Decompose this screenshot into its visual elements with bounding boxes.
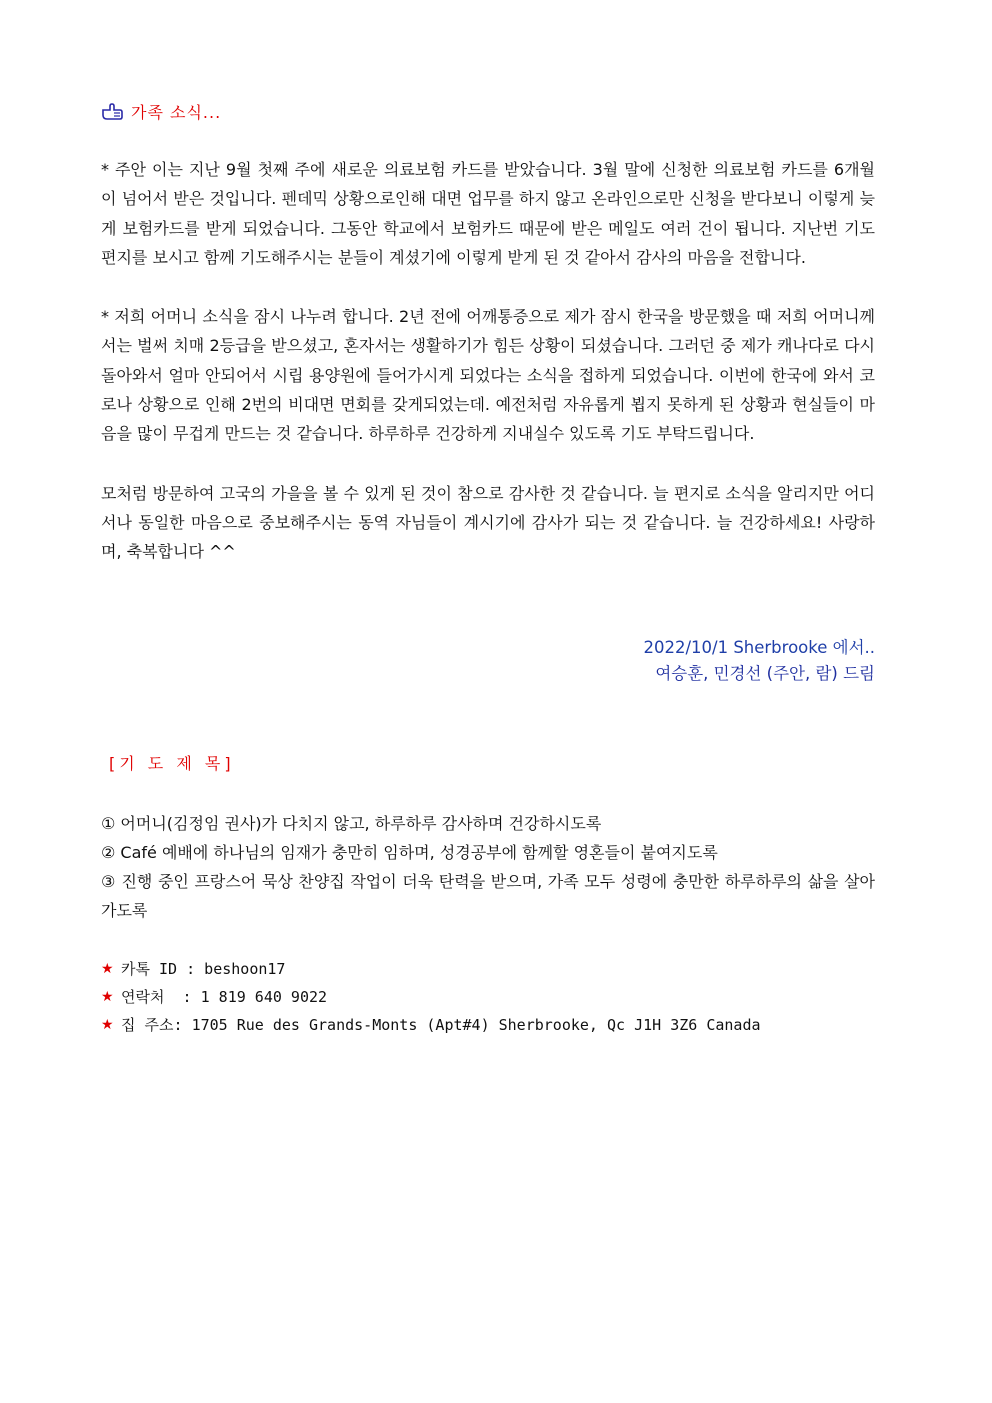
star-icon: ★ (101, 988, 114, 1005)
prayer-item-1: ① 어머니(김정임 권사)가 다치지 않고, 하루하루 감사하며 건강하시도록 (101, 813, 602, 833)
contact-value: 1 819 640 9022 (200, 987, 328, 1006)
prayer-list (101, 809, 875, 925)
family-news-heading (101, 96, 875, 126)
contact-separator (183, 1011, 192, 1039)
pointing-hand-icon (101, 102, 123, 120)
prayer-item-2: ② Café 예배에 하나님의 임재가 충만히 임하며, 성경공부에 함께할 영혼들이 붙여지도록 (101, 842, 718, 862)
contact-info (101, 955, 875, 1039)
prayer-heading: [기 도 제 목] (109, 753, 235, 773)
news-paragraph-1: * 주안 이는 지난 9월 첫째 주에 새로운 의료보험 카드를 받았습니다. 3월 말에 신청한 의료보험 카드를 6개월이 넘어서 받은 것입니다. 펜데믹 상황으로인해 대면 업무를 하지 않고 온라인으로만 신청을 받다보니 이렇게 늦게 보험카드를 받게 되었습니다. 그동안 학교에서 보험카드 때문에 받은 메일도 여러 건이 됩니다. 지난번 기도편지를 보시고 함께 기도해주시는 분들이 계셨기에 이렇게 받게 된 것 같아서 감사의 마음을 전합니다. (101, 160, 875, 267)
contact-label: 연락처 (121, 987, 165, 1006)
contact-value: 1705 Rue des Grands-Monts (Apt#4) Sherbrooke, Qc J1H 3Z6 Canada (191, 1015, 761, 1034)
signature (101, 635, 875, 687)
signature-date-place: 2022/10/1 Sherbrooke 에서.. (643, 637, 875, 657)
signature-names: 여승훈, 민경선 (주안, 람) 드림 (655, 663, 875, 683)
contact-phone (101, 983, 875, 1011)
news-paragraph-3: 모처럼 방문하여 고국의 가을을 볼 수 있게 된 것이 참으로 감사한 것 같습니다. 늘 편지로 소식을 알리지만 어디서나 동일한 마음으로 중보해주시는 동역 자님들이 계시기에 감사가 되는 것 같습니다. 늘 건강하세요! 사랑하며, 축복합니다 ^^ (101, 483, 875, 562)
contact-label: 카톡 ID (121, 959, 178, 978)
star-icon: ★ (101, 960, 114, 977)
contact-value: beshoon17 (204, 959, 286, 978)
contact-separator: : (177, 959, 205, 978)
contact-separator: : (164, 987, 201, 1006)
family-news-title: 가족 소식... (131, 102, 222, 122)
star-icon: ★ (101, 1016, 114, 1033)
letter-content (101, 96, 875, 1039)
prayer-item-3: ③ 진행 중인 프랑스어 묵상 찬양집 작업이 더욱 탄력을 받으며, 가족 모두 성령에 충만한 하루하루의 삶을 살아가도록 (101, 871, 875, 920)
contact-kakao (101, 955, 875, 983)
news-paragraph-2: * 저희 어머니 소식을 잠시 나누려 합니다. 2년 전에 어깨통증으로 제가 잠시 한국을 방문했을 때 저희 어머니께서는 벌써 치매 2등급을 받으셨고, 혼자서는 생활하기가 힘든 상황이 되셨습니다. 그러던 중 제가 캐나다로 다시 돌아와서 얼마 안되어서 시립 용양원에 들어가시게 되었다는 소식을 접하게 되었습니다. 이번에 한국에 와서 코로나 상황으로 인해 2번의 비대면 면회를 갖게되었는데. 예전처럼 자유롭게 뵙지 못하게 된 상황과 현실들이 마음을 많이 무겁게 만드는 것 같습니다. 하루하루 건강하게 지내실수 있도록 기도 부탁드립니다. (101, 307, 875, 444)
contact-label: 집 주소: (121, 1015, 183, 1034)
contact-address (101, 1011, 875, 1039)
